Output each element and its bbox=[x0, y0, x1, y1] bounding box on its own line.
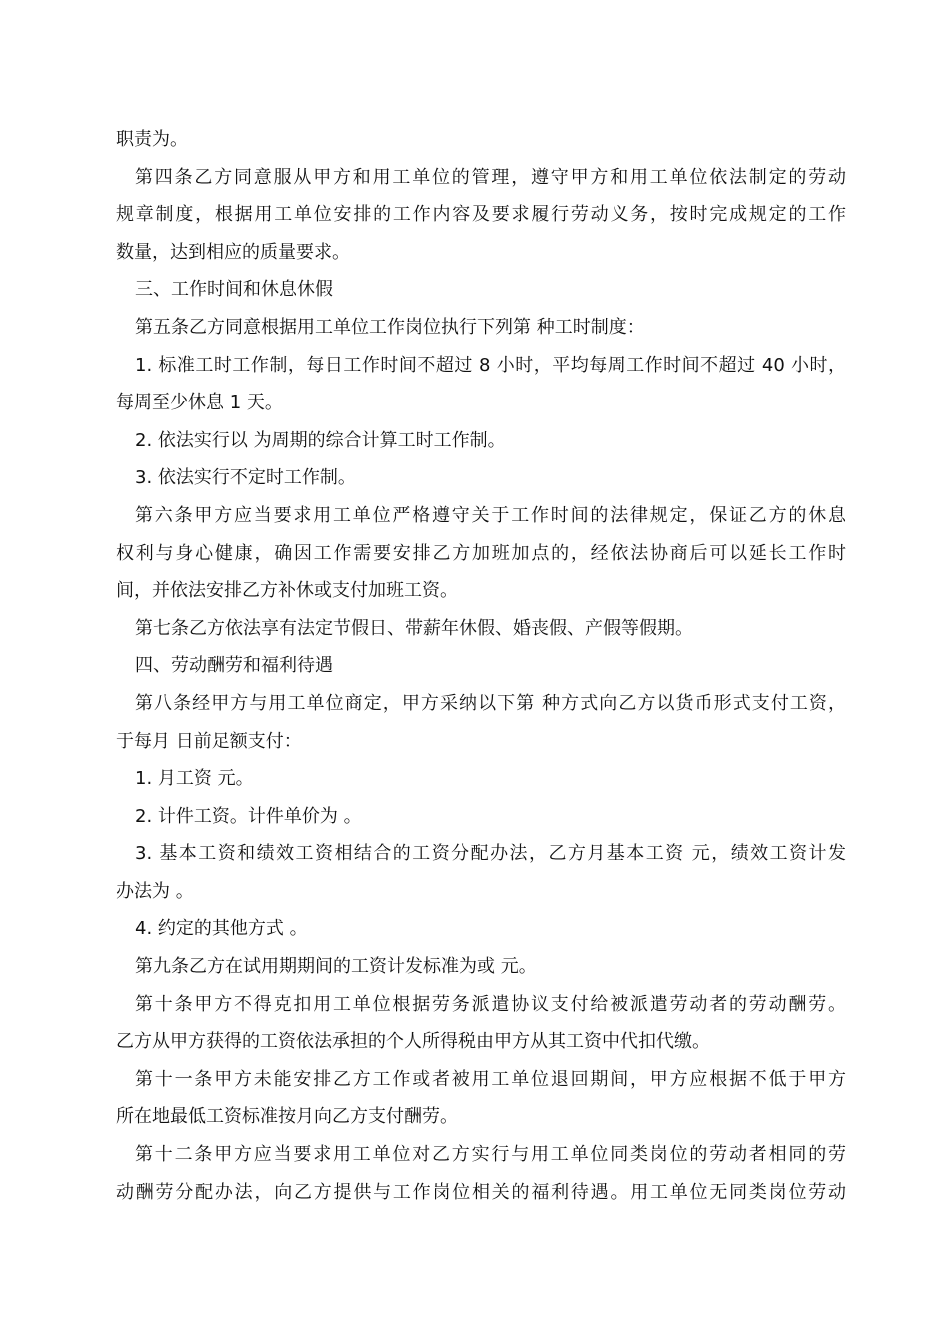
document-line: 权利与身心健康，确因工作需要安排乙方加班加点的，经依法协商后可以延长工作时 bbox=[116, 542, 846, 564]
document-line: 间，并依法安排乙方补休或支付加班工资。 bbox=[116, 580, 458, 602]
document-body bbox=[116, 121, 846, 1211]
document-line: 1. 月工资 元。 bbox=[135, 768, 254, 790]
document-line: 乙方从甲方获得的工资依法承担的个人所得税由甲方从其工资中代扣代缴。 bbox=[116, 1031, 710, 1053]
document-line: 每周至少休息 1 天。 bbox=[116, 392, 283, 414]
document-line: 4. 约定的其他方式 。 bbox=[135, 918, 308, 940]
document-line: 第五条乙方同意根据用工单位工作岗位执行下列第 种工时制度： bbox=[135, 316, 645, 338]
document-line: 第八条经甲方与用工单位商定，甲方采纳以下第 种方式向乙方以货币形式支付工资， bbox=[135, 692, 846, 714]
document-line: 数量，达到相应的质量要求。 bbox=[116, 241, 350, 263]
document-line: 所在地最低工资标准按月向乙方支付酬劳。 bbox=[116, 1106, 458, 1128]
document-line: 第九条乙方在试用期期间的工资计发标准为或 元。 bbox=[135, 956, 537, 978]
document-line: 四、劳动酬劳和福利待遇 bbox=[135, 655, 333, 677]
document-line: 于每月 日前足额支付： bbox=[116, 730, 302, 752]
document-line: 2. 依法实行以 为周期的综合计算工时工作制。 bbox=[135, 429, 506, 451]
document-line: 第四条乙方同意服从甲方和用工单位的管理，遵守甲方和用工单位依法制定的劳动 bbox=[135, 166, 846, 188]
document-line: 1. 标准工时工作制，每日工作时间不超过 8 小时，平均每周工作时间不超过 40 小时， bbox=[135, 354, 846, 376]
document-line: 规章制度，根据用工单位安排的工作内容及要求履行劳动义务，按时完成规定的工作 bbox=[116, 204, 846, 226]
document-line: 第七条乙方依法享有法定节假日、带薪年休假、婚丧假、产假等假期。 bbox=[135, 617, 693, 639]
document-line: 办法为 。 bbox=[116, 880, 194, 902]
document-line: 职责为。 bbox=[116, 129, 188, 150]
document-line: 动酬劳分配办法，向乙方提供与工作岗位相关的福利待遇。用工单位无同类岗位劳动 bbox=[116, 1181, 846, 1203]
document-line: 第十条甲方不得克扣用工单位根据劳务派遣协议支付给被派遣劳动者的劳动酬劳。 bbox=[135, 993, 846, 1015]
document-line: 第十一条甲方未能安排乙方工作或者被用工单位退回期间，甲方应根据不低于甲方 bbox=[135, 1068, 846, 1090]
document-line: 第六条甲方应当要求用工单位严格遵守关于工作时间的法律规定，保证乙方的休息 bbox=[135, 504, 846, 526]
document-line: 第十二条甲方应当要求用工单位对乙方实行与用工单位同类岗位的劳动者相同的劳 bbox=[135, 1144, 846, 1166]
document-line: 3. 依法实行不定时工作制。 bbox=[135, 467, 356, 489]
document-line: 3. 基本工资和绩效工资相结合的工资分配办法，乙方月基本工资 元，绩效工资计发 bbox=[135, 843, 846, 865]
document-line: 2. 计件工资。计件单价为 。 bbox=[135, 805, 362, 827]
document-line: 三、工作时间和休息休假 bbox=[135, 279, 333, 301]
